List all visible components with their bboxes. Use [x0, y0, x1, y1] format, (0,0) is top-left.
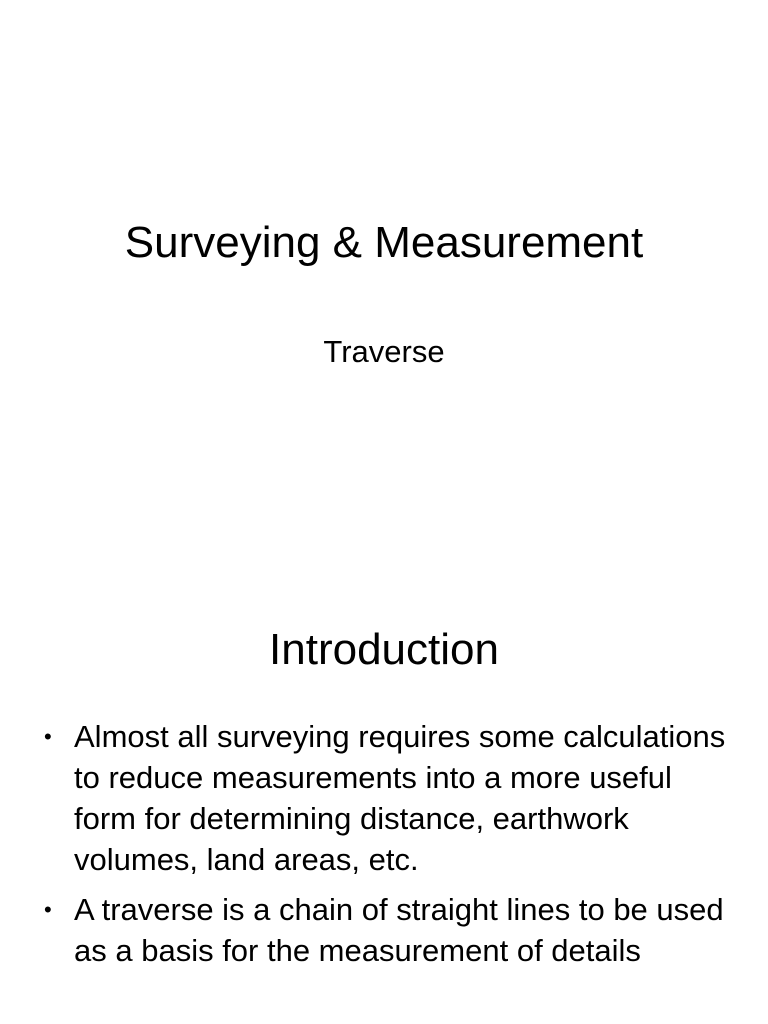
bullet-item [0, 716, 768, 880]
bullet-item [0, 889, 768, 971]
introduction-slide [0, 576, 768, 1024]
bullet-marker: • [44, 897, 52, 922]
introduction-heading: Introduction [269, 625, 499, 674]
bullet-list [0, 716, 768, 980]
bullet-text: A traverse is a chain of straight lines to be used as a basis for the measurement of details [74, 892, 724, 968]
bullet-text: Almost all surveying requires some calculations to reduce measurements into a more useful form for determining distance, earthwork volumes, land areas, etc. [74, 719, 726, 877]
slide-title: Surveying & Measurement [124, 218, 644, 267]
bullet-marker: • [44, 724, 52, 749]
slide-subtitle: Traverse [323, 334, 445, 369]
